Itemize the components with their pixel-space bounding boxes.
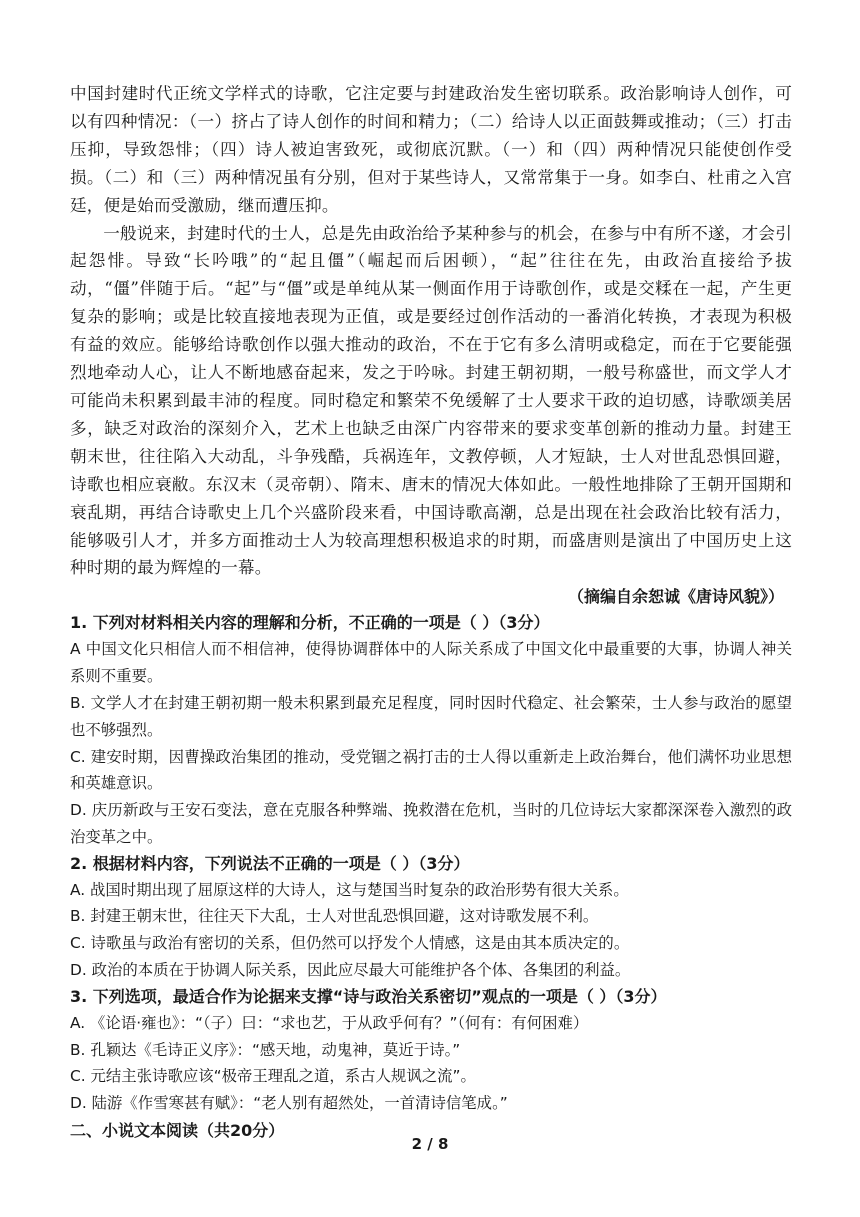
- question-stem: 2. 根据材料内容，下列说法不正确的一项是（ ）（3分）: [70, 853, 470, 873]
- question-3: [70, 984, 792, 1117]
- passage-source: （摘编自余恕诚《唐诗风貌》）: [567, 587, 784, 607]
- option-d: D. 政治的本质在于协调人际关系，因此应尽最大可能维护各个体、各集团的利益。: [70, 961, 631, 980]
- question-2: [70, 851, 792, 984]
- option-a: A. 《论语·雍也》：“（子）曰：“求也艺，于从政乎何有？”（何有：有何困难）: [70, 1013, 589, 1032]
- option-a: A 中国文化只相信人而不相信神，使得协调群体中的人际关系成了中国文化中最重要的大事，协调人神关系则不重要。: [70, 640, 792, 686]
- passage-paragraph-2: 一般说来，封建时代的士人，总是先由政治给予某种参与的机会，在参与中有所不遂，才会引起怨悱。导致“长吟哦”的“起且僵”（崛起而后困顿），“起”往往在先，由政治直接给予拔动，“僵”伴随于后。“起”与“僵”或是单纯从某一侧面作用于诗歌创作，或是交糅在一起，产生更复杂的影响；或是比较直接地表现为正值，或是要经过创作活动的一番消化转换，才表现为积极有益的效应。能够给诗歌创作以强大推动的政治，不在于它有多么清明或稳定，而在于它要能强烈地牵动人心，让人不断地感奋起来，发之于吟咏。封建王朝初期，一般号称盛世，而文学人才可能尚未积累到最丰沛的程度。同时稳定和繁荣不免缓解了士人要求干政的迫切感，诗歌颂美居多，缺乏对政治的深刻介入，艺术上也缺乏由深广内容带来的要求变革创新的推动力量。封建王朝末世，往往陷入大动乱，斗争残酷，兵祸连年，文教停顿，人才短缺，士人对世乱恐惧回避，诗歌也相应衰敝。东汉末（灵帝朝）、隋末、唐末的情况大体如此。一般性地排除了王朝开国期和衰乱期，再结合诗歌史上几个兴盛阶段来看，中国诗歌高潮，总是出现在社会政治比较有活力，能够吸引人才，并多方面推动士人为较高理想积极追求的时期，而盛唐则是演出了中国历史上这种时期的最为辉煌的一幕。: [70, 223, 792, 578]
- page-number: 2 / 8: [411, 1135, 449, 1153]
- option-a: A. 战国时期出现了屈原这样的大诗人，这与楚国当时复杂的政治形势有很大关系。: [70, 880, 629, 899]
- passage-paragraph-1: 中国封建时代正统文学样式的诗歌，它注定要与封建政治发生密切联系。政治影响诗人创作，可以有四种情况：（一）挤占了诗人创作的时间和精力；（二）给诗人以正面鼓舞或推动；（三）打击压抑，导致怨悱；（四）诗人被迫害致死，或彻底沉默。（一）和（四）两种情况只能使创作受损。（二）和（三）两种情况虽有分别，但对于某些诗人，又常常集于一身。如李白、杜甫之入宫廷，便是始而受激励，继而遭压抑。: [70, 84, 792, 215]
- option-b: B. 封建王朝末世，往往天下大乱，士人对世乱恐惧回避，这对诗歌发展不利。: [70, 907, 599, 926]
- option-c: C. 建安时期，因曹操政治集团的推动，受党锢之祸打击的士人得以重新走上政治舞台，他们满怀功业思想和英雄意识。: [70, 747, 792, 793]
- reading-passage: [70, 80, 792, 582]
- page-content: [70, 80, 792, 1145]
- option-b: B. 孔颖达《毛诗正义序》：“感天地，动鬼神，莫近于诗。”: [70, 1040, 461, 1059]
- option-b: B. 文学人才在封建王朝初期一般未积累到最充足程度，同时因时代稳定、社会繁荣，士人参与政治的愿望也不够强烈。: [70, 693, 792, 739]
- question-stem: 1. 下列对材料相关内容的理解和分析，不正确的一项是（ ）（3分）: [70, 613, 550, 633]
- option-c: C. 元结主张诗歌应该“极帝王理乱之道，系古人规讽之流”。: [70, 1067, 476, 1086]
- question-1: [70, 610, 792, 850]
- question-stem: 3. 下列选项，最适合作为论据来支撑“诗与政治关系密切”观点的一项是（ ）（3分）: [70, 986, 667, 1006]
- option-d: D. 庆历新政与王安石变法，意在克服各种弊端、挽救潜在危机，当时的几位诗坛大家都深深卷入激烈的政治变革之中。: [70, 801, 792, 846]
- section-heading: 二、小说文本阅读（共20分）: [70, 1121, 285, 1141]
- option-d: D. 陆游《作雪寒甚有赋》：“老人别有超然处，一首清诗信笔成。”: [70, 1094, 508, 1113]
- option-c: C. 诗歌虽与政治有密切的关系，但仍然可以抒发个人情感，这是由其本质决定的。: [70, 934, 630, 953]
